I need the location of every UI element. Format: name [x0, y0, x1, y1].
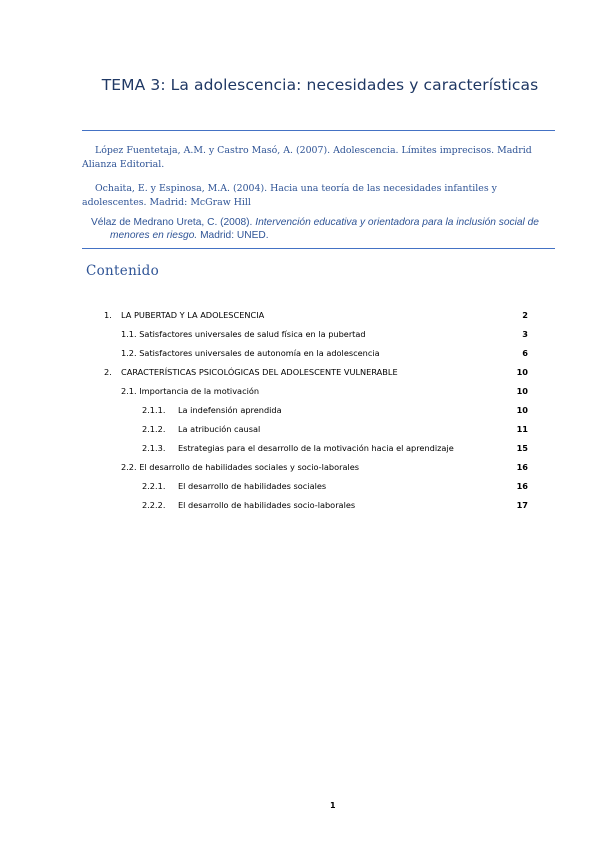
reference-item	[82, 216, 555, 243]
toc-entry[interactable]	[0, 478, 600, 494]
toc-entry-page: 16	[516, 462, 528, 472]
toc-entry-page: 2	[522, 310, 528, 320]
toc-entry-label: 1.1. Satisfactores universales de salud física en la pubertad	[121, 329, 366, 339]
toc-entry-label: 2.2. El desarrollo de habilidades sociales y socio-laborales	[121, 462, 360, 472]
toc-entry[interactable]	[0, 459, 600, 475]
references-block	[82, 130, 555, 249]
toc-entry[interactable]	[0, 345, 600, 361]
toc-entry-number: 2.1.2.	[142, 424, 166, 434]
page-title: TEMA 3: La adolescencia: necesidades y características	[101, 76, 539, 94]
toc-entry-page: 6	[522, 348, 528, 358]
toc-entry[interactable]	[0, 402, 600, 418]
toc-entry-label: 1.2. Satisfactores universales de autonomía en la adolescencia	[121, 348, 380, 358]
reference-authors: Vélaz de Medrano Ureta, C. (2008).	[91, 216, 253, 228]
toc-entry-label: CARACTERÍSTICAS PSICOLÓGICAS DEL ADOLESCENTE VULNERABLE	[121, 367, 398, 377]
toc-entry-number: 2.2.1.	[142, 481, 166, 491]
toc-entry-page: 10	[516, 405, 528, 415]
reference-work-title: Intervención educativa y orientadora para la inclusión social de menores en riesgo.	[110, 216, 539, 242]
toc-entry-page: 10	[516, 386, 528, 396]
toc-entry[interactable]	[0, 364, 600, 380]
toc-entry-label: La atribución causal	[178, 424, 261, 434]
toc-entry[interactable]	[0, 440, 600, 456]
toc-entry-label: 2.1. Importancia de la motivación	[121, 386, 260, 396]
toc-entry-page: 15	[516, 443, 528, 453]
reference-item: López Fuentetaja, A.M. y Castro Masó, A. (2007). Adolescencia. Límites imprecisos. Madrid Alianza Editorial.	[82, 145, 532, 171]
toc-entry-label: El desarrollo de habilidades sociales	[178, 481, 327, 491]
toc-entry-number: 2.	[104, 367, 112, 377]
toc-entry-page: 11	[516, 424, 528, 434]
toc-entry[interactable]	[0, 497, 600, 513]
toc-entry[interactable]	[0, 326, 600, 342]
toc-entry-label: La indefensión aprendida	[178, 405, 282, 415]
toc-entry-number: 1.	[104, 310, 112, 320]
toc-heading: Contenido	[86, 263, 160, 279]
page-number: 1	[330, 801, 336, 810]
toc-entry-number: 2.1.3.	[142, 443, 166, 453]
toc-entry-label: El desarrollo de habilidades socio-laborales	[178, 500, 356, 510]
toc-entry-page: 3	[522, 329, 528, 339]
toc-entry-label: Estrategias para el desarrollo de la motivación hacia el aprendizaje	[178, 443, 454, 453]
reference-publisher: Madrid: UNED.	[200, 230, 269, 242]
reference-item: Ochaita, E. y Espinosa, M.A. (2004). Hacia una teoría de las necesidades infantiles y adolescentes. Madrid: McGraw Hill	[82, 182, 497, 208]
toc-entry-label: LA PUBERTAD Y LA ADOLESCENCIA	[121, 310, 265, 320]
toc-entry[interactable]	[0, 383, 600, 399]
toc-entry-page: 17	[516, 500, 528, 510]
toc-entry-number: 2.1.1.	[142, 405, 166, 415]
toc-entry[interactable]	[0, 307, 600, 323]
toc-entry-page: 10	[516, 367, 528, 377]
toc-entry-page: 16	[516, 481, 528, 491]
toc-entry[interactable]	[0, 421, 600, 437]
toc-entry-number: 2.2.2.	[142, 500, 166, 510]
